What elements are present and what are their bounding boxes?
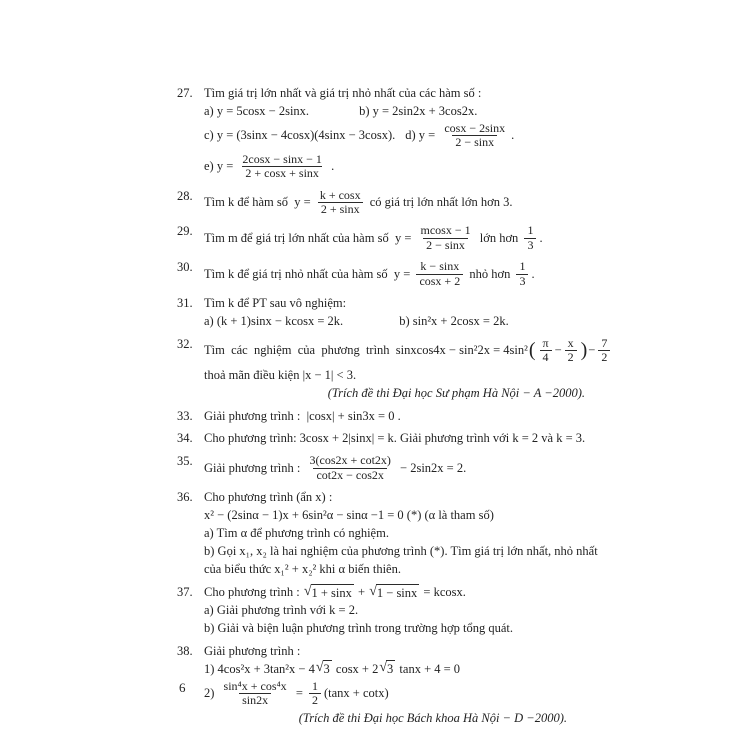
text-run: Tìm giá trị lớn nhất và giá trị nhỏ nhất của các hàm số : [204,86,482,100]
text-run: thoả mãn điều kiện |x − 1| < 3. [204,367,357,382]
problem-line [204,85,585,102]
problem-item [177,642,585,728]
text-run: 1) 4cos²x + 3tan²x − 4 [204,661,315,676]
math-fraction [540,337,552,365]
math-fraction [307,454,394,482]
fraction-denominator: cot2x − cos2x [313,468,386,482]
text-run: 2) [204,686,218,701]
text-run: nhỏ hơn [466,266,514,281]
problem-line [204,543,598,560]
math-fraction [418,224,474,252]
problem-line [204,584,585,601]
text-run: Giải phương trình : [204,643,301,658]
problem-item [177,84,585,183]
radical-sign: √ [369,583,377,599]
radicand: 3 [323,662,330,677]
fraction-numerator: mcosx − 1 [420,223,471,238]
problem-item [177,258,585,290]
text-run: b) y = 2sin2x + 3cos2x. [359,103,478,118]
math-square-root [304,584,354,601]
problem-number: 31. [177,296,193,311]
text-run: a) Tìm α để phương trình có nghiệm. [204,525,389,540]
problem-number: 34. [177,431,193,446]
problem-line [204,660,585,677]
math-square-root [379,660,395,677]
fraction-numerator: 1 [527,223,534,238]
problem-item [177,407,585,426]
text-run: . [327,159,335,174]
page-number: 6 [179,680,186,695]
problem-item [177,294,585,331]
problem-line [204,408,585,425]
problem-item [177,583,585,638]
fraction-numerator: k + cosx [319,187,361,202]
text-run: e) y = [204,159,237,174]
text-run: ) [580,338,588,361]
math-square-root [369,584,419,601]
problem-line [204,367,585,384]
fraction-numerator: cosx − 2sinx [444,120,506,135]
text-run: − [588,343,596,358]
problem-list [177,84,608,731]
problem-number: 27. [177,86,193,100]
problem-lines [204,642,585,728]
problem-number: 35. [177,454,193,469]
problem-line [204,507,585,524]
citation-text: (Trích đề thi Đại học Sư phạm Hà Nội − A −2000). [327,385,585,400]
problem-item [177,335,608,403]
radicand: 3 [387,662,394,677]
problem-item [177,488,598,578]
problem-line [204,295,585,312]
problem-lines [204,452,585,484]
fraction-numerator: 1 [519,259,526,274]
math-fraction [416,260,463,288]
text-run: . [531,266,535,281]
fraction-denominator: 4 [540,350,552,364]
problem-number: 33. [177,408,193,423]
text-run: Tìm k để PT sau vô nghiệm: [204,296,347,311]
math-fraction [516,260,528,288]
text-run: Tìm m để giá trị lớn nhất của hàm số y = [204,230,415,245]
fraction-denominator: 2 + cosx + sinx [242,166,322,180]
text-run: của biểu thức x₁² + x₂² khi α biến thiên. [204,561,401,576]
problem-line [204,602,585,619]
problem-line [204,643,585,660]
problem-line [204,313,585,330]
gap-spacer [343,321,399,322]
fraction-numerator: 3(cos2x + cot2x) [309,453,391,468]
text-run: Giải phương trình : |cosx| + sin3x = 0 . [204,408,401,423]
radical-sign: √ [379,660,388,676]
problem-line [204,385,585,402]
problem-number: 38. [177,643,193,658]
fraction-numerator: 7 [601,335,608,350]
text-run: ( [528,338,536,361]
problem-item [177,222,585,254]
math-fraction [524,224,536,252]
problem-line [204,561,585,578]
text-run: Cho phương trình (ẩn x) : [204,490,333,505]
text-run: Cho phương trình: 3cosx + 2|sinx| = k. Giải phương trình với k = 2 và k = 3. [204,431,586,446]
fraction-numerator: π [542,335,549,350]
text-run: Cho phương trình : [204,584,303,599]
citation-text: (Trích đề thi Đại học Bách khoa Hà Nội − D −2000). [298,710,567,725]
math-fraction [565,337,577,365]
fraction-numerator: k − sinx [420,259,460,274]
fraction-numerator: 2cosx − sinx − 1 [242,151,322,166]
text-run: = kcosx. [420,584,466,599]
problem-number: 36. [177,490,193,505]
problem-line [204,152,585,182]
text-run: có giá trị lớn nhất lớn hơn 3. [366,195,513,209]
problem-lines [204,294,585,331]
text-run: − 2sin2x = 2. [396,460,467,475]
math-square-root [316,660,332,677]
problem-lines [204,187,585,219]
problem-lines [204,429,585,448]
math-fraction [239,153,325,181]
fraction-denominator: 2 [598,350,610,364]
problem-line [204,620,585,637]
math-fraction [598,337,610,365]
problem-line [204,710,585,727]
text-run: a) (k + 1)sinx − kcosx = 2k. [204,314,344,328]
problem-line [204,103,585,120]
problem-number: 29. [177,224,193,239]
problem-line [204,188,585,218]
problem-lines [204,222,585,254]
problem-line [204,430,585,447]
radicand: 1 − sinx [376,585,418,600]
problem-number: 32. [177,336,193,351]
fraction-denominator: 2 [309,693,321,707]
gap-spacer [395,135,405,136]
problem-line [204,489,585,506]
text-run: Tìm các nghiệm của phương trình sinxcos4x − sin²2x = 4sin² [204,343,528,358]
problem-lines [204,335,608,403]
problem-line [204,121,585,151]
problem-number: 28. [177,188,193,203]
text-run: lớn hơn [476,230,522,245]
problem-item [177,187,585,219]
text-run: = [292,686,306,701]
fraction-numerator: sin⁴x + cos⁴x [223,678,287,693]
math-fraction [221,680,290,708]
fraction-denominator: 2 − sinx [423,238,468,252]
problem-number: 30. [177,260,193,275]
math-fraction [309,680,321,708]
radical-sign: √ [303,583,312,599]
text-run: (tanx + cotx) [324,686,389,701]
text-run: b) Giải và biện luận phương trình trong trường hợp tổng quát. [204,620,514,635]
problem-line [204,259,585,289]
problem-item [177,452,585,484]
gap-spacer [309,111,359,112]
problem-lines [204,583,585,638]
problem-lines [204,488,598,578]
text-run: Tìm k để hàm số y = [204,195,314,209]
fraction-numerator: x [567,335,574,350]
problem-item [177,429,585,448]
text-run: tanx + 4 = 0 [396,661,461,676]
fraction-denominator: sin2x [239,693,271,707]
text-run: x² − (2sinα − 1)x + 6sin²α − sinα −1 = 0 (*) (α là tham số) [204,508,494,522]
fraction-denominator: 3 [524,238,536,252]
text-run: + [354,584,369,599]
text-run: Tìm k để giá trị nhỏ nhất của hàm số y = [204,266,414,281]
text-run: b) Gọi x₁, x₂ là hai nghiệm của phương trình (*). Tìm giá trị lớn nhất, nhỏ nhất [204,543,598,558]
text-run: b) sin²x + 2cosx = 2k. [399,314,509,328]
text-run: . [539,230,543,245]
problem-line [204,679,585,709]
radicand: 1 + sinx [311,585,352,600]
fraction-denominator: cosx + 2 [416,274,463,288]
fraction-denominator: 2 [565,350,577,364]
fraction-denominator: 2 − sinx [452,135,497,149]
text-run: Giải phương trình : [204,460,304,475]
text-run: − [554,343,562,358]
problem-lines [204,407,585,426]
problem-lines [204,258,585,290]
problem-line [204,525,585,542]
text-run: a) y = 5cosx − 2sinx. [204,103,310,118]
math-fraction [441,122,508,150]
fraction-numerator: 1 [312,678,318,693]
problem-line [204,453,585,483]
text-run: cosx + 2 [332,661,379,676]
fraction-denominator: 2 + sinx [318,202,363,216]
problem-line [204,223,585,253]
problem-line [204,335,608,366]
text-run: a) Giải phương trình với k = 2. [204,602,359,617]
problem-number: 37. [177,584,193,599]
fraction-denominator: 3 [516,274,528,288]
problem-lines [204,84,585,183]
text-run: . [511,128,515,143]
radical-sign: √ [315,660,324,676]
text-run: d) y = [405,128,439,143]
text-run: c) y = (3sinx − 4cosx)(4sinx − 3cosx). [204,128,396,143]
math-fraction [317,189,364,217]
